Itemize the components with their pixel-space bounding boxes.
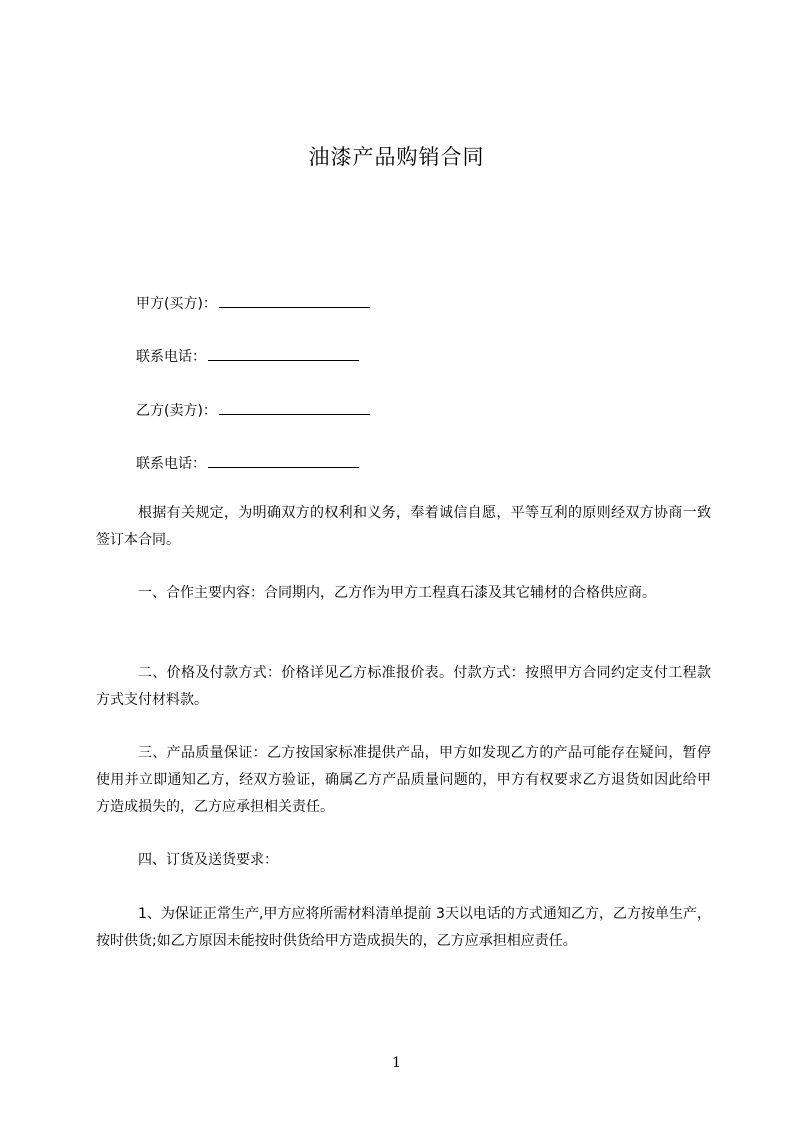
clause-2-paragraph: 二、价格及付款方式：价格详见乙方标准报价表。付款方式：按照甲方合同约定支付工程款方式支付材料款。	[96, 665, 711, 708]
clause-4-heading: 四、订货及送货要求：	[138, 852, 278, 868]
party-a-phone-label: 联系电话：	[136, 349, 206, 365]
party-b-phone-blank	[208, 452, 359, 468]
party-b-label: 乙方(卖方)：	[136, 403, 217, 419]
contract-title: 油漆产品购销合同	[308, 145, 485, 169]
party-a-label: 甲方(买方)：	[136, 296, 217, 312]
party-a-field	[136, 292, 370, 314]
clause-3-paragraph: 三、产品质量保证：乙方按国家标准提供产品，甲方如发现乙方的产品可能存在疑问，暂停使用并立即通知乙方，经双方验证，确属乙方产品质量问题的，甲方有权要求乙方退货如因此给甲方造成损失的，乙方应承担相关责任。	[96, 745, 711, 815]
party-a-phone-blank	[208, 345, 359, 361]
clause-4-item-1: 1、为保证正常生产,甲方应将所需材料清单提前 3天以电话的方式通知乙方，乙方按单生产，按时供货;如乙方原因未能按时供货给甲方造成损失的，乙方应承担相应责任。	[96, 906, 711, 949]
party-b-phone-label: 联系电话：	[136, 456, 206, 472]
party-b-field	[136, 399, 370, 421]
party-a-phone-field	[136, 345, 359, 367]
party-a-blank	[219, 292, 370, 308]
party-b-blank	[219, 399, 370, 415]
party-b-phone-field	[136, 452, 359, 474]
page-number: 1	[392, 1055, 401, 1071]
intro-paragraph: 根据有关规定，为明确双方的权利和义务，奉着诚信自愿，平等互利的原则经双方协商一致签订本合同。	[96, 505, 711, 548]
clause-1-paragraph: 一、合作主要内容：合同期内，乙方作为甲方工程真石漆及其它辅材的合格供应商。	[138, 585, 656, 601]
